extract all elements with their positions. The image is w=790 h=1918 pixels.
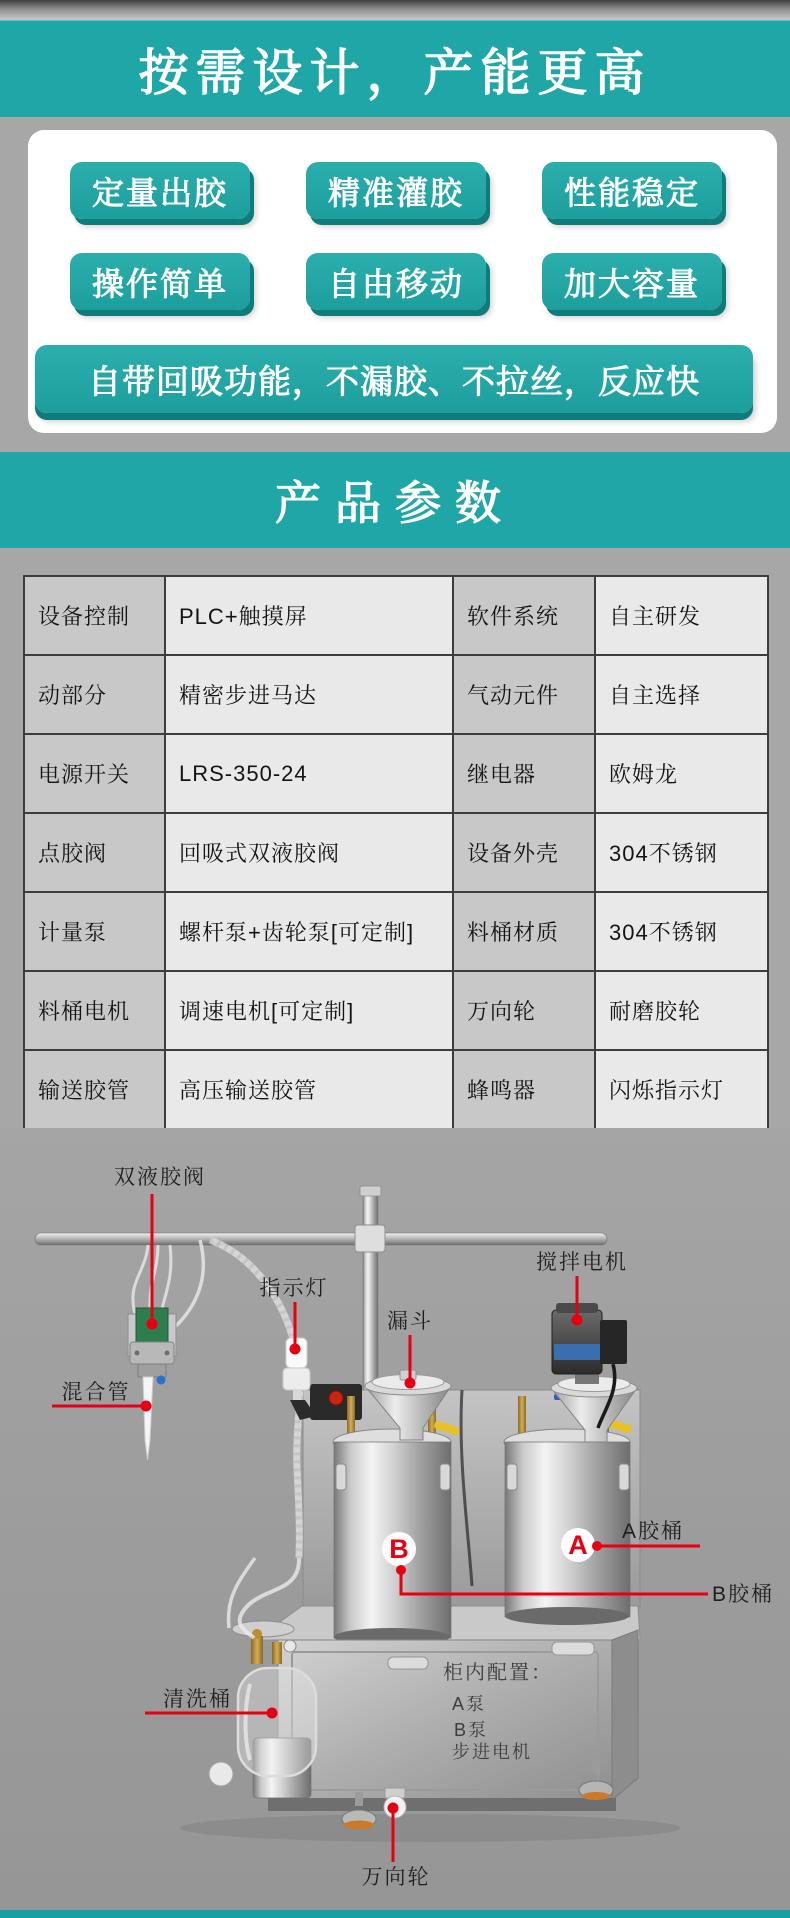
params-section-header: [0, 452, 790, 548]
rod-clamp: [355, 1225, 385, 1252]
cabinet-side-panel: [612, 1630, 638, 1800]
table-row: [24, 655, 768, 734]
dispensing-valve: [128, 1308, 176, 1460]
feature-button-stable[interactable]: 性能稳定: [542, 162, 722, 219]
spec-value: 耐磨胶轮: [595, 971, 768, 1050]
spec-label: 电源开关: [24, 734, 165, 813]
spec-value: 自主选择: [595, 655, 768, 734]
pole-cap: [360, 1186, 381, 1196]
spec-label: 继电器: [453, 734, 595, 813]
spec-label: 动部分: [24, 655, 165, 734]
motor-junction-box: [600, 1320, 627, 1364]
bucket-brass-valve[interactable]: [272, 1642, 282, 1664]
callout-dot: [267, 1708, 278, 1719]
feature-button-free-moving[interactable]: 自由移动: [306, 253, 486, 310]
pressure-gauge: [284, 1640, 296, 1652]
feature-button-easy-operation[interactable]: 操作简单: [70, 253, 250, 310]
spec-value: PLC+触摸屏: [165, 576, 453, 655]
spec-value: 高压输送胶管: [165, 1050, 453, 1129]
valve-manifold: [138, 1364, 166, 1377]
callout-dot: [405, 1378, 416, 1389]
spec-label: 输送胶管: [24, 1050, 165, 1129]
callout-funnel-label: 漏斗: [387, 1310, 433, 1333]
callout-dot: [572, 1315, 583, 1326]
cabinet-config-title: 柜内配置：: [443, 1662, 553, 1684]
params-section-title: 产品参数: [275, 477, 515, 529]
callout-dot: [388, 1803, 399, 1814]
ground-shadow: [180, 1814, 680, 1842]
callout-mixer-motor-label: 搅拌电机: [536, 1251, 628, 1274]
cabinet-config-item: 步进电机: [452, 1742, 532, 1762]
drawer-handle[interactable]: [552, 1642, 594, 1655]
emergency-stop-button[interactable]: [329, 1391, 343, 1405]
leveling-foot-stem: [592, 1760, 600, 1773]
spec-label: 软件系统: [453, 576, 595, 655]
feature-tagline: 自带回吸功能，不漏胶、不拉丝，反应快: [35, 345, 753, 413]
table-row: [24, 892, 768, 971]
spec-value: 螺杆泵+齿轮泵[可定制]: [165, 892, 453, 971]
mixing-tube: [143, 1377, 153, 1460]
product-photo: [0, 1128, 790, 1910]
cabinet-config-item: B泵: [454, 1720, 489, 1740]
valve-screw: [135, 1351, 140, 1356]
tank-b-clamp: [336, 1464, 346, 1490]
valve-blue-fitting: [157, 1376, 166, 1385]
tank-a-clamp: [619, 1464, 629, 1490]
indicator-stem: [293, 1390, 301, 1400]
caster-wheel-rear: [209, 1762, 233, 1786]
indicator-base: [283, 1368, 310, 1390]
leveling-foot-pad: [344, 1821, 374, 1830]
callout-mixing-tube: [52, 1381, 152, 1412]
badge-b-letter: B: [389, 1534, 409, 1564]
feature-card: [28, 130, 777, 433]
feature-button-dosing[interactable]: 定量出胶: [70, 162, 250, 219]
motor-label-band: [554, 1344, 600, 1360]
tank-b-clamp: [440, 1464, 450, 1490]
spec-label: 设备控制: [24, 576, 165, 655]
table-row: [24, 971, 768, 1050]
spec-label: 蜂鸣器: [453, 1050, 595, 1129]
table-row: [24, 576, 768, 655]
hero-banner: [0, 20, 790, 117]
spec-value: 304不锈钢: [595, 892, 768, 971]
tank-b-fitting: [347, 1396, 355, 1436]
feature-button-large-capacity[interactable]: 加大容量: [542, 253, 722, 310]
spec-value: 调速电机[可定制]: [165, 971, 453, 1050]
bucket-brass-valve[interactable]: [251, 1636, 263, 1664]
table-row: [24, 734, 768, 813]
leveling-foot-stem: [355, 1792, 363, 1806]
callout-dot: [290, 1344, 301, 1355]
callout-tank-a-label: A胶桶: [622, 1520, 685, 1543]
callout-caster-label: 万向轮: [361, 1866, 431, 1889]
spec-value: 自主研发: [595, 576, 768, 655]
cabinet: [268, 1630, 638, 1811]
spec-value: 闪烁指示灯: [595, 1050, 768, 1129]
top-strip: [0, 0, 790, 20]
callout-indicator: [260, 1277, 329, 1355]
cabinet-base-frame: [268, 1798, 616, 1811]
table-row: [24, 1050, 768, 1129]
callout-wash-bucket-label: 清洗桶: [163, 1688, 232, 1711]
spec-label: 料桶电机: [24, 971, 165, 1050]
table-row: [24, 813, 768, 892]
callout-valve-label: 双液胶阀: [114, 1166, 206, 1189]
drawer-handle[interactable]: [388, 1657, 428, 1669]
spec-value: LRS-350-24: [165, 734, 453, 813]
callout-tank-b-label: B胶桶: [712, 1583, 775, 1606]
leveling-foot-pad: [582, 1792, 610, 1800]
spec-value: 欧姆龙: [595, 734, 768, 813]
spec-label: 料桶材质: [453, 892, 595, 971]
callout-indicator-label: 指示灯: [259, 1277, 329, 1300]
callout-dot: [147, 1319, 158, 1330]
cabinet-config-item: A泵: [452, 1694, 487, 1714]
badge-a-letter: A: [568, 1530, 588, 1560]
valve-screw: [165, 1351, 170, 1356]
spec-label: 点胶阀: [24, 813, 165, 892]
callout-dot: [141, 1401, 152, 1412]
spec-value: 回吸式双液胶阀: [165, 813, 453, 892]
spec-label: 计量泵: [24, 892, 165, 971]
tank-a-bottom: [505, 1607, 629, 1625]
callout-mixing-tube-label: 混合管: [61, 1381, 131, 1404]
tank-a-clamp: [507, 1464, 517, 1490]
hero-title: 按需设计，产能更高: [138, 45, 652, 101]
spec-label: 气动元件: [453, 655, 595, 734]
spec-table: [23, 575, 769, 1130]
spec-value: 精密步进马达: [165, 655, 453, 734]
spec-label: 万向轮: [453, 971, 595, 1050]
spec-label: 设备外壳: [453, 813, 595, 892]
feature-button-precise-filling[interactable]: 精准灌胶: [306, 162, 486, 219]
horizontal-rod: [35, 1233, 607, 1245]
tank-a-fitting: [518, 1396, 526, 1436]
spec-value: 304不锈钢: [595, 813, 768, 892]
bottom-teal-bar: [0, 1910, 790, 1918]
